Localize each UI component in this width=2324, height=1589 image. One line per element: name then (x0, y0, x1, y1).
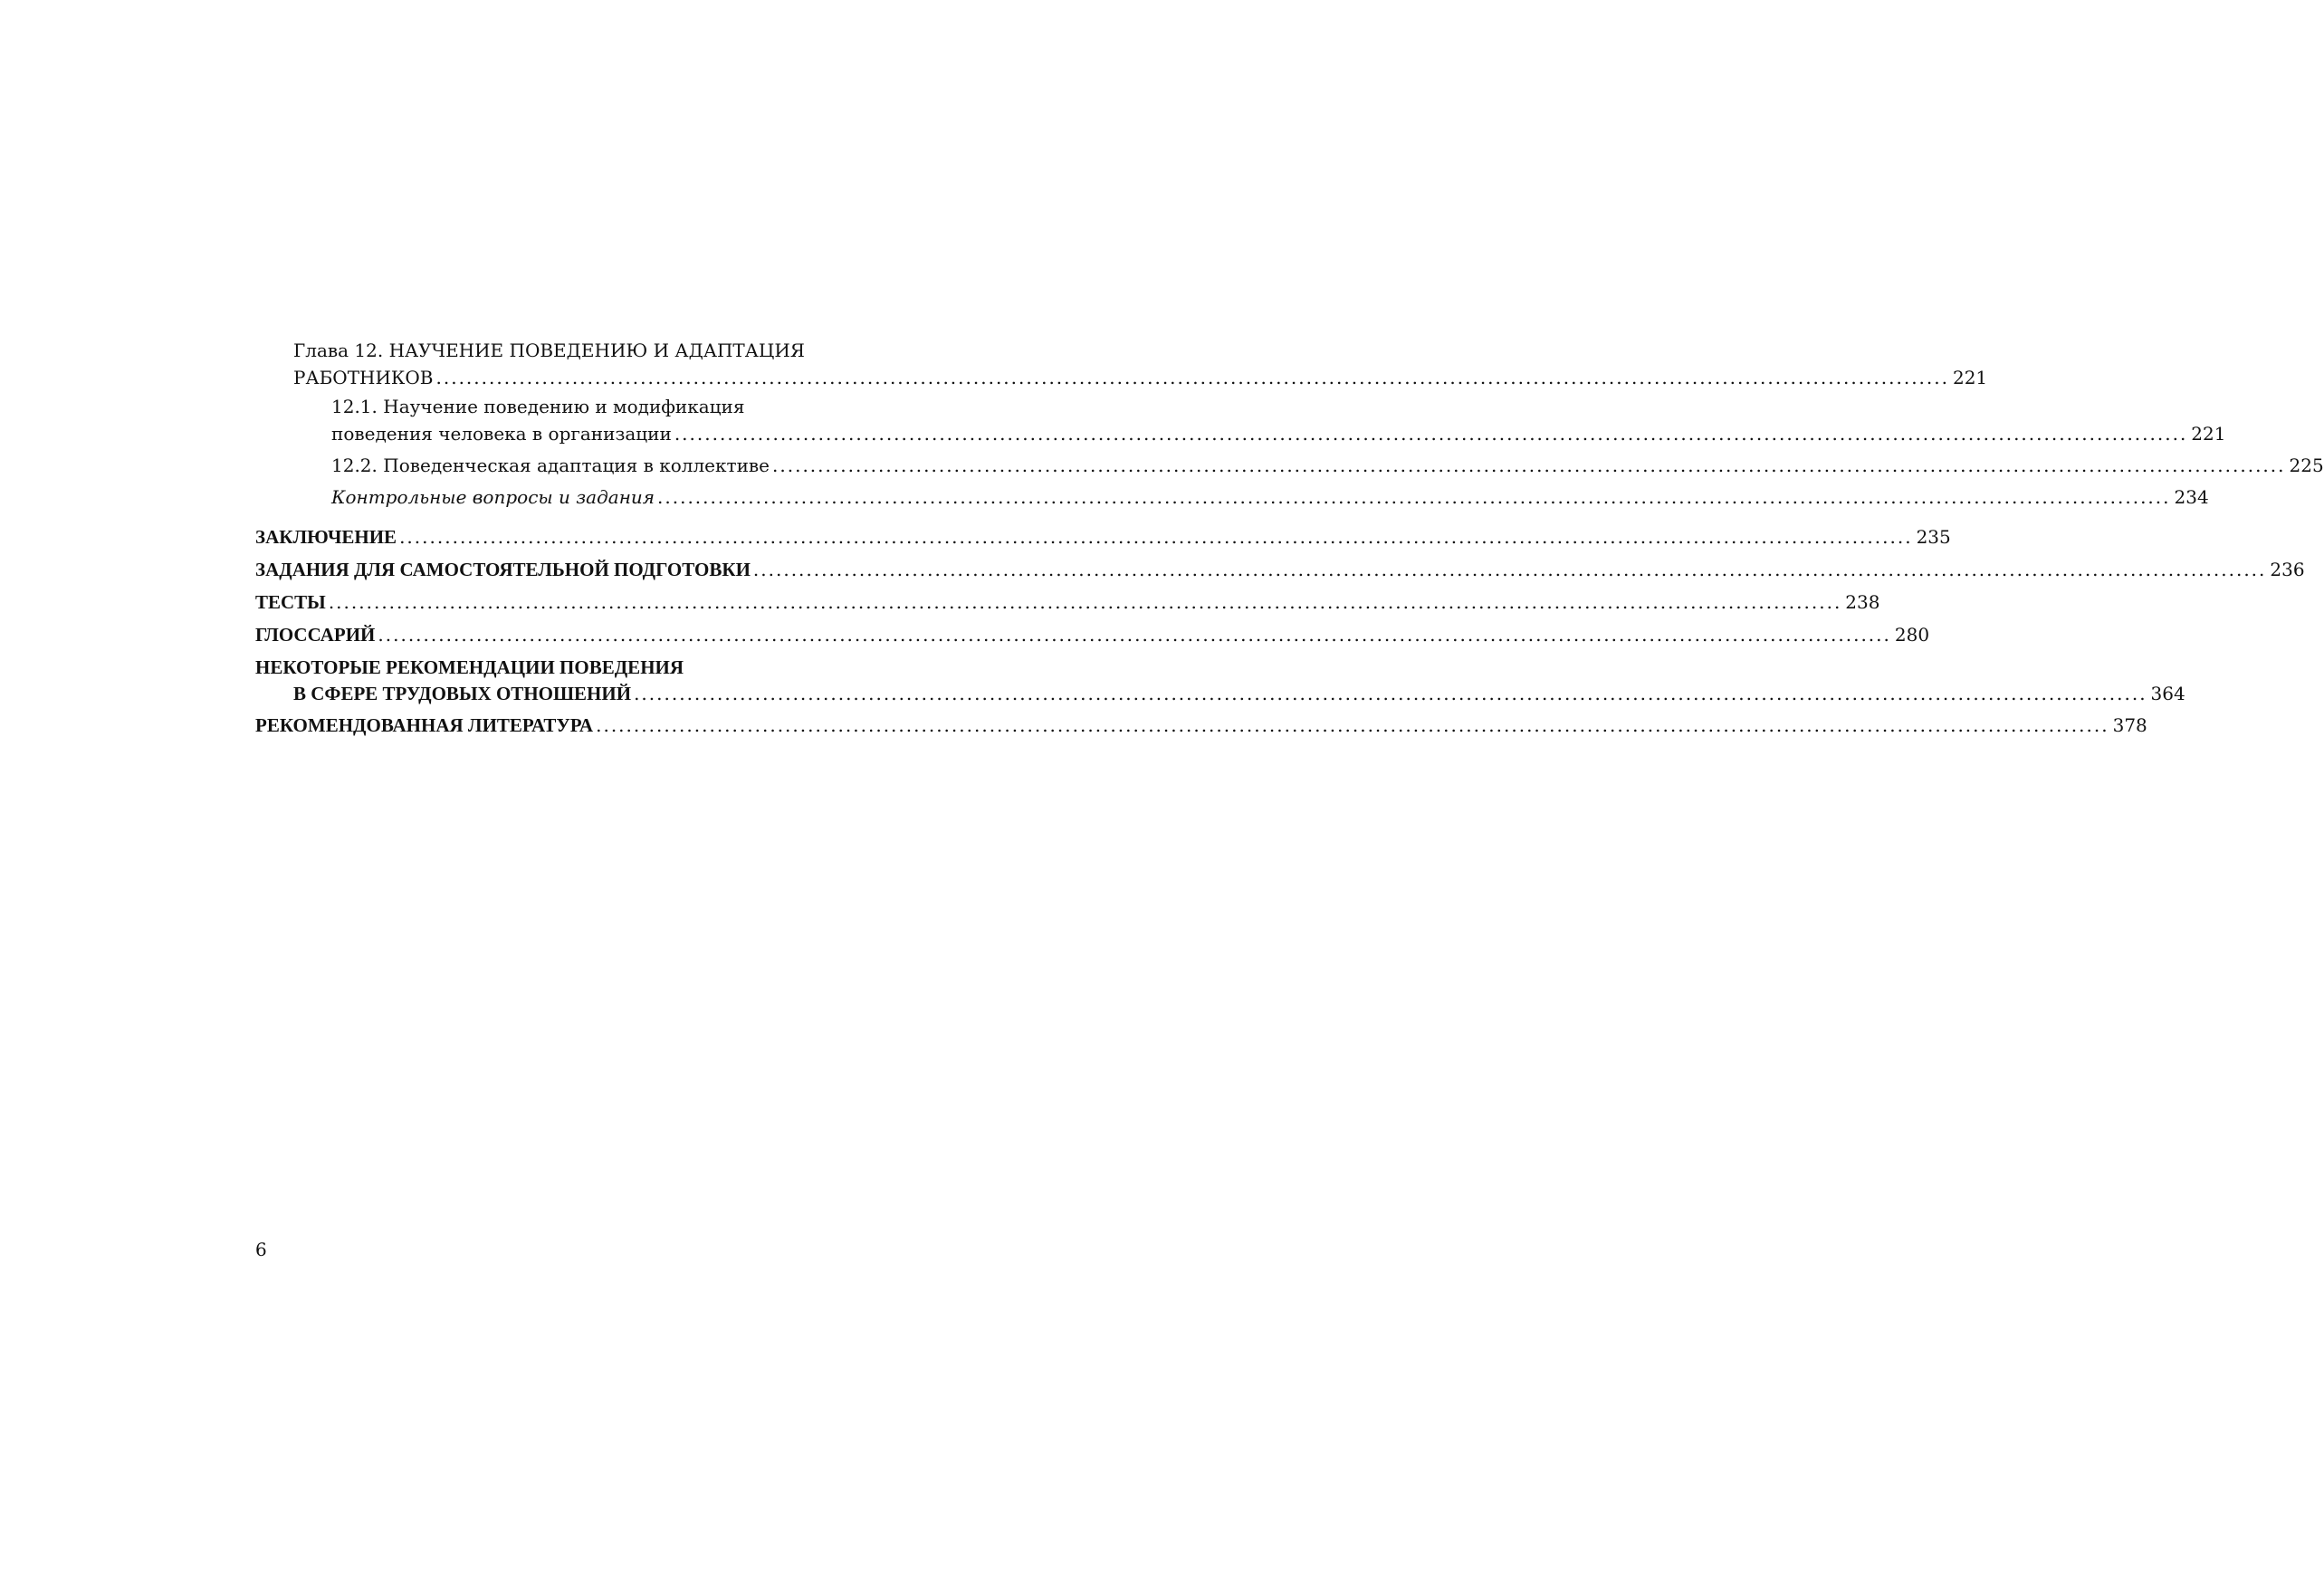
toc-entry-title: 12.1. Научение поведению и модификация (331, 396, 745, 417)
toc-page-number: 364 (2150, 683, 2185, 704)
toc-entry-row (255, 680, 2185, 707)
toc-entry-title: ЗАКЛЮЧЕНИЕ (255, 526, 397, 548)
dot-leader: ........................................................................................................................................................................................................ (674, 423, 2188, 445)
toc-entry-title: В СФЕРЕ ТРУДОВЫХ ОТНОШЕНИЙ (293, 683, 632, 704)
toc-page-number: 235 (1916, 526, 1951, 548)
dot-leader: ........................................................................................................................................................................................................ (657, 486, 2171, 508)
toc-entry-title: ЗАДАНИЯ ДЛЯ САМОСТОЯТЕЛЬНОЙ ПОДГОТОВКИ (255, 559, 751, 580)
toc-entry-title: 12.2. Поведенческая адаптация в коллективе (331, 455, 770, 476)
toc-entry-literature (255, 709, 2147, 742)
toc-entry-row (255, 521, 1951, 553)
toc-page-number: 236 (2270, 559, 2305, 580)
dot-leader: ........................................................................................................................................................................................................ (752, 559, 2267, 580)
dot-leader: ........................................................................................................................................................................................................ (772, 455, 2286, 476)
toc-entry-row (255, 709, 2147, 742)
toc-entry-tests (255, 586, 1880, 618)
toc-entry-chapter-12 (255, 337, 1988, 391)
dot-leader: ........................................................................................................................................................................................................ (399, 526, 1913, 548)
toc-page-number: 280 (1894, 624, 1930, 646)
dot-leader: ........................................................................................................................................................................................................ (435, 367, 1949, 388)
toc-entry-row (255, 420, 2226, 447)
toc-entry-glossary (255, 618, 1930, 651)
toc-page-number: 238 (1845, 591, 1880, 613)
toc-page-number: 234 (2174, 486, 2209, 508)
dot-leader: ........................................................................................................................................................................................................ (596, 714, 2109, 736)
toc-entry-recommendations (255, 655, 2185, 707)
dot-leader: ........................................................................................................................................................................................................ (328, 591, 1842, 613)
toc-entry-title: ТЕСТЫ (255, 591, 326, 613)
toc-entry-row (255, 364, 1988, 391)
toc-entry-row (255, 618, 1930, 651)
toc-entry-title: РАБОТНИКОВ (293, 367, 434, 388)
toc-entry-title: РЕКОМЕНДОВАННАЯ ЛИТЕРАТУРА (255, 714, 594, 736)
toc-page-number: 378 (2112, 714, 2147, 736)
toc-entry-row (255, 553, 2305, 586)
toc-entry-title: ГЛОССАРИЙ (255, 624, 376, 646)
toc-entry-conclusion (255, 521, 1951, 553)
dot-leader: ........................................................................................................................................................................................................ (634, 683, 2147, 704)
toc-page-number: 221 (2191, 423, 2226, 445)
page-number: 6 (255, 1239, 267, 1260)
toc-entry-title: НЕКОТОРЫЕ РЕКОМЕНДАЦИИ ПОВЕДЕНИЯ (255, 656, 684, 678)
toc-entry-title: Контрольные вопросы и задания (331, 486, 655, 508)
toc-entry-questions (255, 483, 2209, 512)
toc-page-number: 225 (2289, 455, 2324, 476)
toc-page-number: 221 (1952, 367, 1988, 388)
toc-entry-row (255, 451, 2324, 480)
table-of-contents (255, 337, 2324, 742)
toc-entry-title: Глава 12. НАУЧЕНИЕ ПОВЕДЕНИЮ И АДАПТАЦИЯ (293, 340, 805, 361)
dot-leader: ........................................................................................................................................................................................................ (378, 624, 1891, 646)
toc-entry-self-study (255, 553, 2305, 586)
toc-entry-row (255, 586, 1880, 618)
toc-entry-row (255, 483, 2209, 512)
toc-entry-section-12-2 (255, 451, 2324, 480)
toc-entry-section-12-1 (255, 393, 2226, 447)
toc-entry-title: поведения человека в организации (331, 423, 672, 445)
